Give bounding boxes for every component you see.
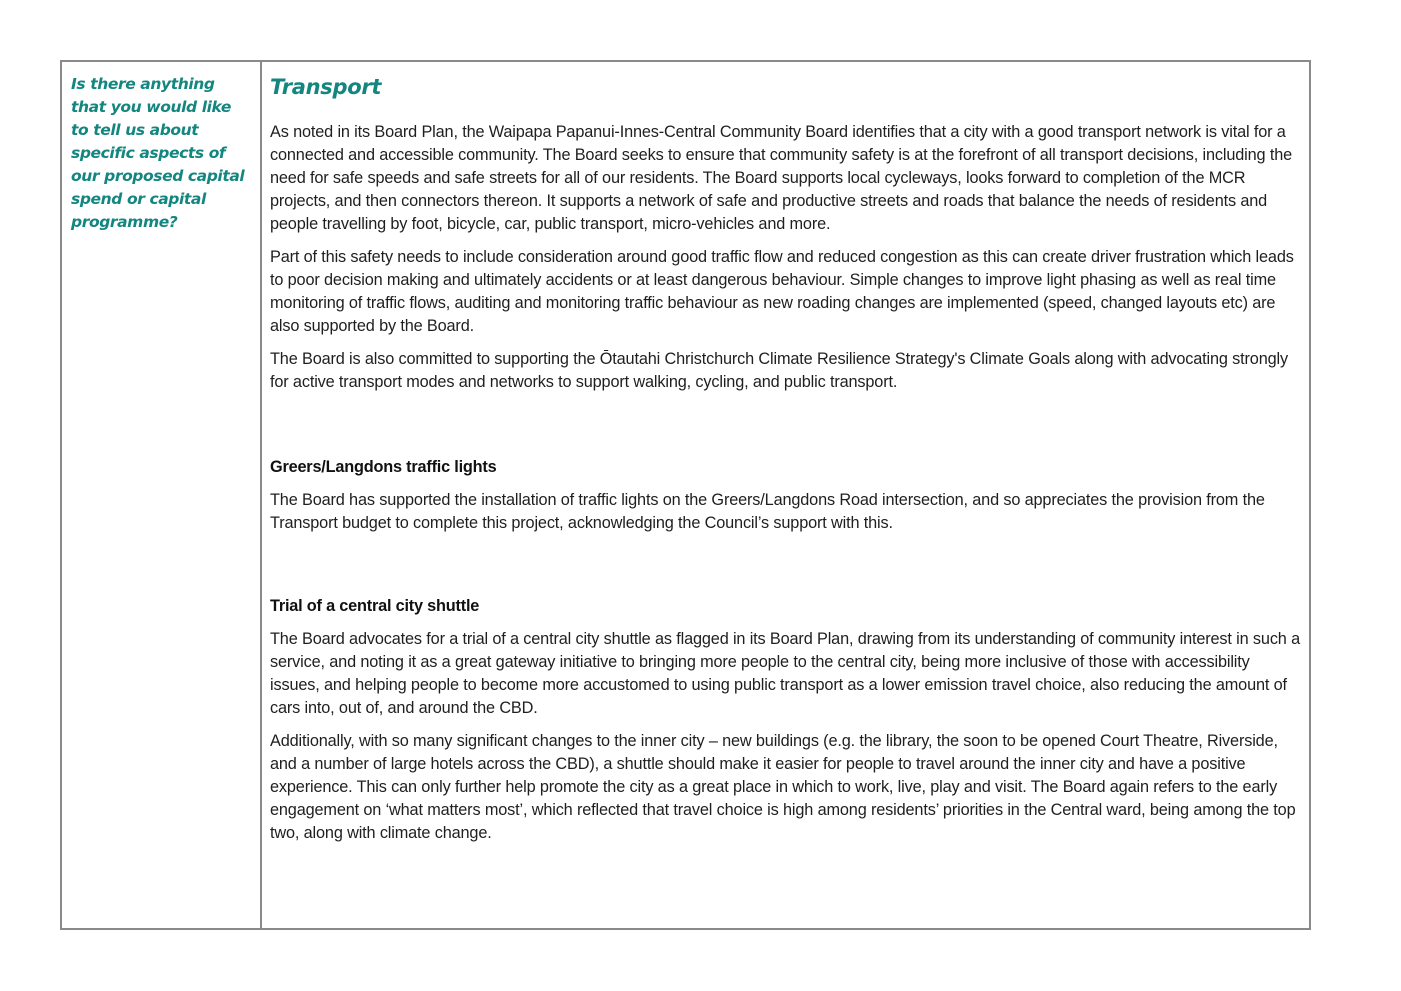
spacer: [270, 404, 1301, 456]
city-shuttle-paragraph-1: The Board advocates for a trial of a central city shuttle as flagged in its Board Plan, drawing from its understanding of community interest in such a service, and noting it as a great gateway initiative to bringing more people to the central city, being more inclusive of those with accessibility issues, and helping people to become more accustomed to using public transport as a lower emission travel choice, also reducing the amount of cars into, out of, and around the CBD.: [270, 630, 1300, 717]
sub-heading-greers-langdons: Greers/Langdons traffic lights: [270, 458, 497, 476]
section-title-transport: Transport: [270, 75, 382, 99]
greers-langdons-paragraph: The Board has supported the installation of traffic lights on the Greers/Langdons Road intersection, and so appreciates the provision from the Transport budget to complete this project, acknowledging the Council’s support with this.: [270, 491, 1265, 532]
city-shuttle-paragraph-2: Additionally, with so many significant changes to the inner city – new buildings (e.g. the library, the soon to be opened Court Theatre, Riverside, and a number of large hotels across the CBD), a shuttle should make it easier for people to travel around the inner city and have a positive experience. This can only further help promote the city as a great place in which to work, live, play and visit. The Board again refers to the early engagement on ‘what matters most’, which reflected that travel choice is high among residents’ priorities in the Central ward, being among the top two, along with climate change.: [270, 732, 1296, 842]
spacer: [270, 545, 1301, 595]
intro-paragraph-1: As noted in its Board Plan, the Waipapa Papanui-Innes-Central Community Board identifies that a city with a good transport network is vital for a connected and accessible community. The Board seeks to ensure that community safety is at the forefront of all transport decisions, including the need for safe speeds and safe streets for all of our residents. The Board supports local cycleways, looks forward to completion of the MCR projects, and then connectors thereon. It supports a network of safe and productive streets and roads that balance the needs of residents and people travelling by foot, bicycle, car, public transport, micro-vehicles and more.: [270, 123, 1293, 233]
intro-paragraph-3: The Board is also committed to supporting the Ōtautahi Christchurch Climate Resilience Strategy's Climate Goals along with advocating strongly for active transport modes and networks to support walking, cycling, and public transport.: [270, 350, 1288, 391]
sub-heading-city-shuttle: Trial of a central city shuttle: [270, 597, 480, 615]
question-text: Is there anything that you would like to tell us about specific aspects of our proposed capital spend or capital programme?: [71, 75, 245, 231]
intro-paragraph-2: Part of this safety needs to include consideration around good traffic flow and reduced congestion as this can create driver frustration which leads to poor decision making and ultimately accidents or at least dangerous behaviour. Simple changes to improve light phasing as well as real time monitoring of traffic flows, auditing and monitoring traffic behaviour as new roading changes are implemented (speed, changed layouts etc) are also supported by the Board.: [270, 248, 1294, 335]
answer-cell: [262, 62, 1309, 928]
submission-table: [60, 60, 1311, 930]
question-cell: [62, 62, 262, 928]
